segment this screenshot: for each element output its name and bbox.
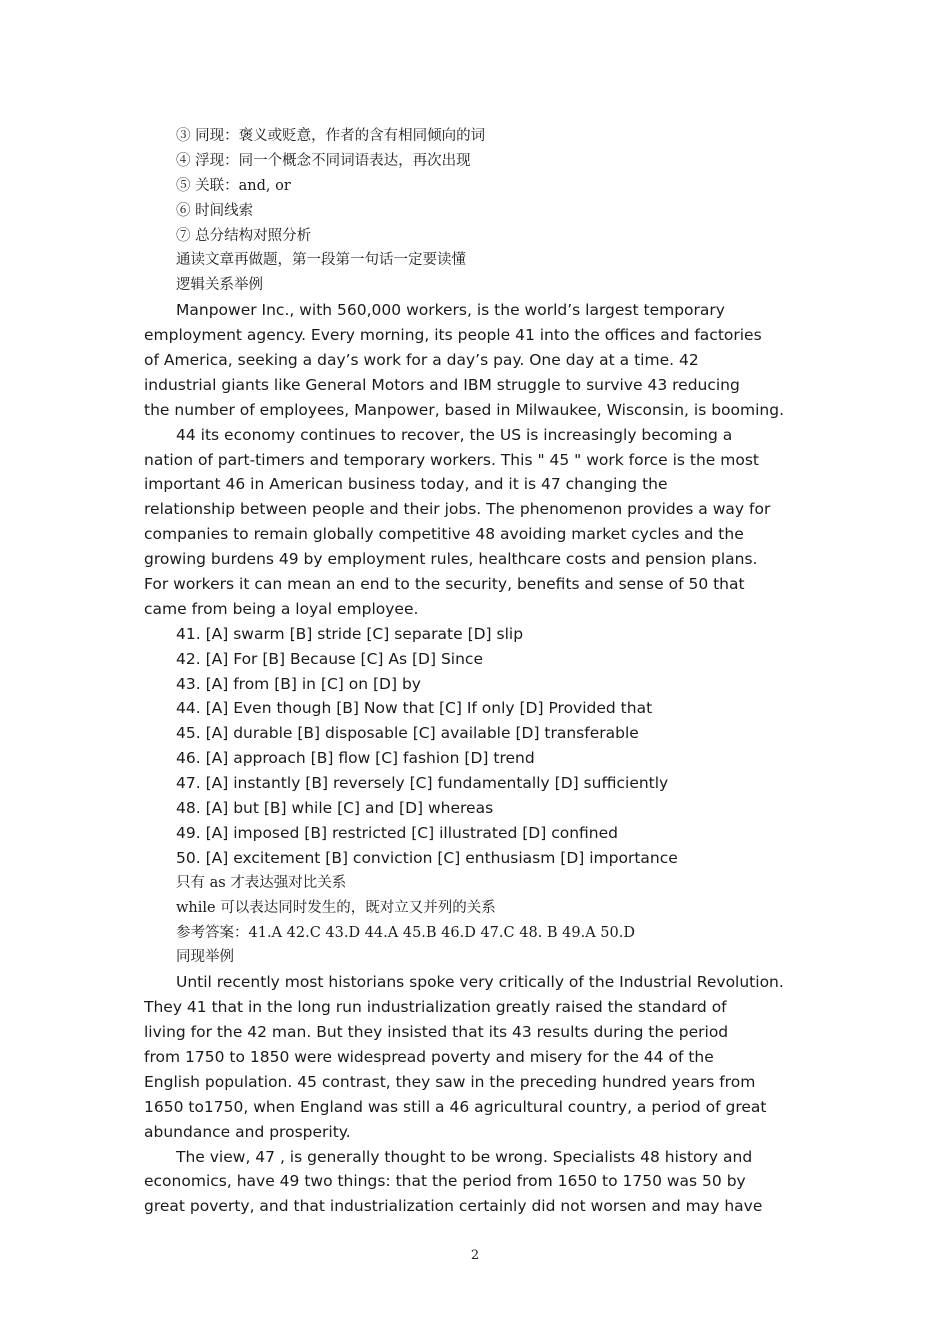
section-heading-logic: 逻辑关系举例 [176,277,263,294]
option-41: 41. [A] swarm [B] stride [C] separate [D] slip [176,624,524,643]
text-line: from 1750 to 1850 were widespread poverty and misery for the 44 of the [144,1047,714,1066]
text-line: came from being a loyal employee. [144,599,419,618]
text-line: 44 its economy continues to recover, the US is increasingly becoming a [176,425,733,444]
document-page [144,124,808,1219]
option-45: 45. [A] durable [B] disposable [C] available [D] transferable [176,724,639,743]
text-line: the number of employees, Manpower, based in Milwaukee, Wisconsin, is booming. [144,400,785,419]
option-49: 49. [A] imposed [B] restricted [C] illustrated [D] confined [176,823,618,842]
note-association: ⑤ 关联：and, or [176,177,291,194]
text-line: nation of part-timers and temporary workers. This " 45 " work force is the most [144,450,760,469]
text-line: important 46 in American business today, and it is 47 changing the [144,475,668,494]
note-read-first: 通读文章再做题，第一段第一句话一定要读懂 [176,252,466,269]
text-line: English population. 45 contrast, they saw in the preceding hundred years from [144,1072,756,1091]
text-line: Until recently most historians spoke very critically of the Industrial Revolution. [176,973,784,992]
text-line: The view, 47 , is generally thought to be wrong. Specialists 48 history and [176,1147,753,1166]
text-line: For workers it can mean an end to the security, benefits and sense of 50 that [144,575,745,594]
text-line: of America, seeking a day’s work for a day’s pay. One day at a time. 42 [144,351,699,370]
option-46: 46. [A] approach [B] flow [C] fashion [D] trend [176,749,535,768]
option-43: 43. [A] from [B] in [C] on [D] by [176,674,421,693]
text-line: living for the 42 man. But they insisted that its 43 results during the period [144,1023,729,1042]
text-line: 1650 to1750, when England was still a 46 agricultural country, a period of great [144,1097,767,1116]
option-44: 44. [A] Even though [B] Now that [C] If only [D] Provided that [176,699,653,718]
remark-while: while 可以表达同时发生的，既对立又并列的关系 [176,899,496,916]
option-42: 42. [A] For [B] Because [C] As [D] Since [176,649,483,668]
text-line: Manpower Inc., with 560,000 workers, is the world’s largest temporary [176,301,725,320]
note-structure: ⑦ 总分结构对照分析 [176,227,312,244]
answer-key: 参考答案：41.A 42.C 43.D 44.A 45.B 46.D 47.C 48. B 49.A 50.D [176,924,635,941]
text-line: relationship between people and their jobs. The phenomenon provides a way for [144,500,771,519]
text-line: employment agency. Every morning, its people 41 into the offices and factories [144,326,762,345]
note-time-clue: ⑥ 时间线索 [176,202,254,219]
text-line: companies to remain globally competitive 48 avoiding market cycles and the [144,525,744,544]
passage1-paragraph1 [144,298,808,422]
page-number: 2 [470,1248,480,1263]
option-47: 47. [A] instantly [B] reversely [C] fundamentally [D] sufficiently [176,774,669,793]
text-line: great poverty, and that industrialization certainly did not worsen and may have [144,1197,763,1216]
note-recurrence: ④ 浮现：同一个概念不同词语表达，再次出现 [176,152,471,169]
text-line: abundance and prosperity. [144,1122,351,1141]
text-line: growing burdens 49 by employment rules, healthcare costs and pension plans. [144,550,758,569]
options-list [144,622,808,871]
text-line: economics, have 49 two things: that the period from 1650 to 1750 was 50 by [144,1172,746,1191]
option-48: 48. [A] but [B] while [C] and [D] whereas [176,799,494,818]
passage2-paragraph2 [144,1145,808,1220]
note-co-occurrence: ③ 同现：褒义或贬意，作者的含有相同倾向的词 [176,128,486,144]
remark-as: 只有 as 才表达强对比关系 [176,874,347,891]
option-50: 50. [A] excitement [B] conviction [C] enthusiasm [D] importance [176,848,678,867]
text-line: They 41 that in the long run industrialization greatly raised the standard of [144,998,727,1017]
passage1-paragraph2 [144,423,808,622]
text-line: industrial giants like General Motors and IBM struggle to survive 43 reducing [144,375,740,394]
section-heading-co-occurrence: 同现举例 [176,949,234,966]
passage2-paragraph1 [144,970,808,1144]
